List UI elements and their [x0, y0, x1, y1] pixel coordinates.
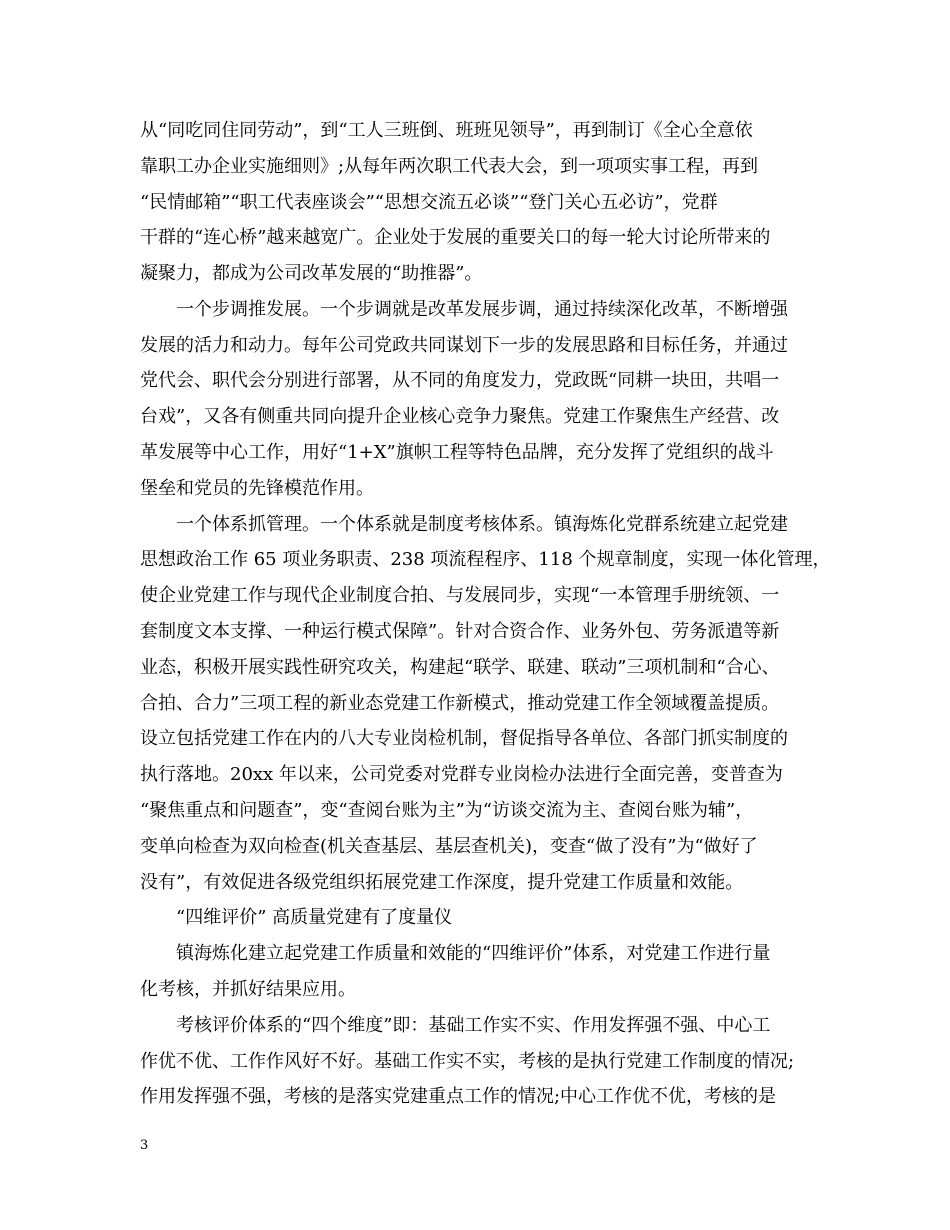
text-line: 党代会、职代会分别进行部署，从不同的角度发力，党政既“同耕一块田，共唱一 [140, 370, 780, 391]
text-line: 没有”，有效促进各级党组织拓展党建工作深度，提升党建工作质量和效能。 [140, 872, 744, 893]
text-line: “民情邮箱”“职工代表座谈会”“思想交流五必谈”“登门关心五必访”，党群 [140, 192, 718, 213]
text-line: “聚焦重点和问题查”，变“查阅台账为主”为“访谈交流为主、查阅台账为辅”， [140, 800, 754, 821]
text-line: 业态，积极开展实践性研究攻关，构建起“联学、联建、联动”三项机制和“合心、 [140, 657, 780, 678]
text-line: 化考核，并抓好结果应用。 [140, 979, 356, 1000]
text-line: 凝聚力，都成为公司改革发展的“助推器”。 [140, 263, 483, 284]
text-line: 使企业党建工作与现代企业制度合拍、与发展同步，实现“一本管理手册统领、一 [140, 585, 780, 606]
text-line: 变单向检查为双向检查(机关查基层、基层查机关)，变查“做了没有”为“做好了 [140, 836, 758, 857]
text-line: 台戏”，又各有侧重共同向提升企业核心竞争力聚焦。党建工作聚焦生产经营、改 [140, 406, 780, 427]
text-line: 堡垒和党员的先锋模范作用。 [140, 478, 374, 499]
text-line: 发展的活力和动力。每年公司党政共同谋划下一步的发展思路和目标任务，并通过 [140, 335, 788, 356]
text-line: 作优不优、工作作风好不好。基础工作实不实，考核的是执行党建工作制度的情况; [140, 1051, 795, 1072]
text-line: 套制度文本支撑、一种运行模式保障”。针对合资合作、业务外包、劳务派遣等新 [140, 621, 780, 642]
text-line: 革发展等中心工作，用好“1+X”旗帜工程等特色品牌，充分发挥了党组织的战斗 [140, 442, 774, 463]
page-number: 3 [140, 1138, 149, 1153]
section-heading: “四维评价” 高质量党建有了度量仪 [176, 907, 453, 928]
text-line: 执行落地。20xx 年以来，公司党委对党群专业岗检办法进行全面完善，变普查为 [140, 764, 783, 785]
text-line: 作用发挥强不强，考核的是落实党建重点工作的情况;中心工作优不优，考核的是 [140, 1086, 777, 1107]
paragraph-first-line: 一个步调推发展。一个步调就是改革发展步调，通过持续深化改革，不断增强 [176, 299, 788, 320]
text-line: 靠职工办企业实施细则》;从每年两次职工代表大会，到一项项实事工程，再到 [140, 156, 759, 177]
text-line: 从“同吃同住同劳动”，到“工人三班倒、班班见领导”，再到制订《全心全意依 [140, 120, 753, 141]
text-line: 合拍、合力”三项工程的新业态党建工作新模式，推动党建工作全领域覆盖提质。 [140, 693, 780, 714]
paragraph-first-line: 考核评价体系的“四个维度”即：基础工作实不实、作用发挥强不强、中心工 [176, 1015, 771, 1036]
text-line: 设立包括党建工作在内的八大专业岗检机制，督促指导各单位、各部门抓实制度的 [140, 728, 788, 749]
paragraph-first-line: 一个体系抓管理。一个体系就是制度考核体系。镇海炼化党群系统建立起党建 [176, 514, 788, 535]
text-line: 干群的“连心桥”越来越宽广。企业处于发展的重要关口的每一轮大讨论所带来的 [140, 227, 771, 248]
paragraph-first-line: 镇海炼化建立起党建工作质量和效能的“四维评价”体系，对党建工作进行量 [176, 943, 771, 964]
text-line: 思想政治工作 65 项业务职责、238 项流程程序、118 个规章制度，实现一体化管理， [140, 549, 831, 570]
